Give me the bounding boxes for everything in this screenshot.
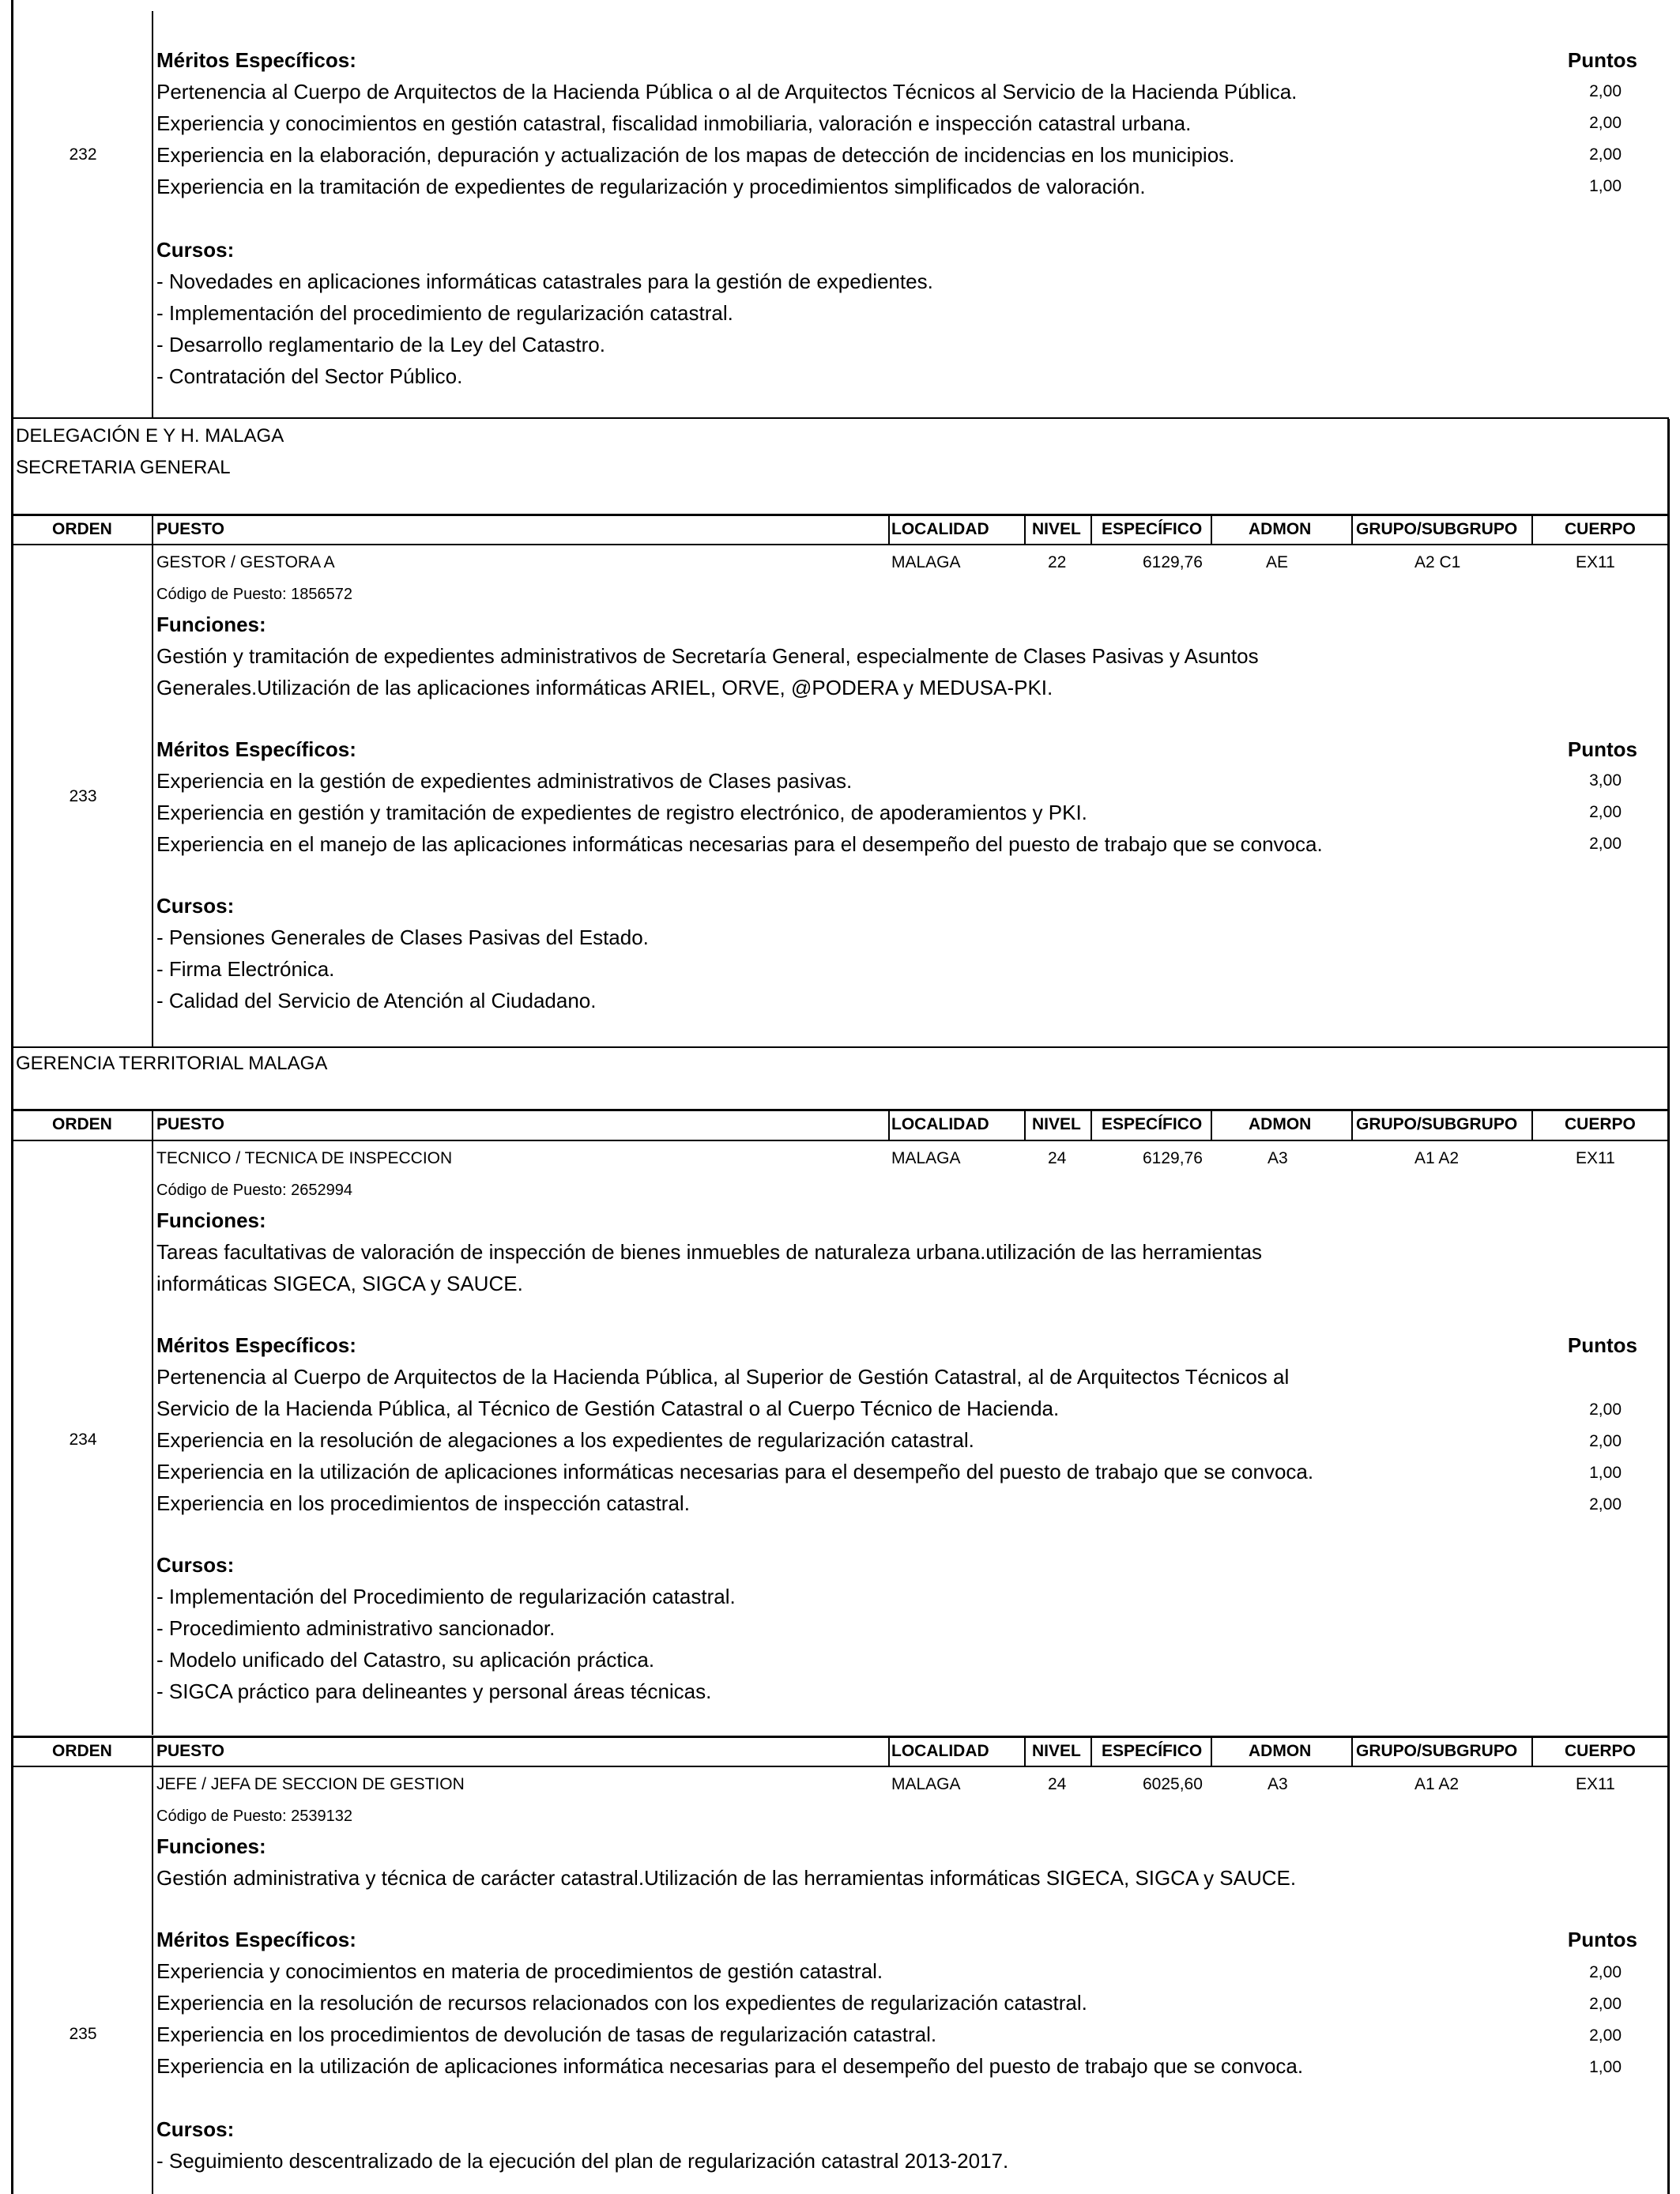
funcion-233-1: Gestión y tramitación de expedientes administrativos de Secretaría General, especialmente de Clases Pasivas y Asuntos — [156, 644, 1259, 668]
hdr3-div-2 — [888, 1736, 890, 1767]
col-nivel: NIVEL — [1032, 1115, 1081, 1133]
col-orden: ORDEN — [52, 1742, 112, 1760]
hdr1-div-1 — [152, 514, 153, 1048]
puntos-label-232: Puntos — [1567, 48, 1637, 72]
codigo-233: Código de Puesto: 1856572 — [156, 586, 352, 603]
merito-233-3: Experiencia en el manejo de las aplicaciones informáticas necesarias para el desempeño del puesto de trabajo que se convoca. — [156, 832, 1323, 856]
cursos-label-233: Cursos: — [156, 894, 235, 918]
puntos-label-235: Puntos — [1567, 1928, 1637, 1951]
orden-232: 232 — [69, 145, 97, 164]
pts-233-3: 2,00 — [1589, 835, 1622, 853]
col-grupo: GRUPO/SUBGRUPO — [1356, 1742, 1518, 1760]
col-nivel: NIVEL — [1032, 1742, 1081, 1760]
cuerpo-235: EX11 — [1576, 1775, 1615, 1793]
hdr2-div-7 — [1531, 1109, 1533, 1140]
right-border-2 — [1667, 1051, 1670, 2194]
col-grupo: GRUPO/SUBGRUPO — [1356, 1115, 1518, 1133]
puntos-label-234: Puntos — [1567, 1333, 1637, 1357]
cuerpo-234: EX11 — [1576, 1149, 1615, 1167]
especifico-234: 6129,76 — [1143, 1149, 1203, 1167]
curso-234-1: - Implementación del Procedimiento de regularización catastral. — [156, 1585, 736, 1608]
curso-233-2: - Firma Electrónica. — [156, 957, 335, 981]
cuerpo-233: EX11 — [1576, 553, 1615, 571]
col-cuerpo: CUERPO — [1565, 1115, 1636, 1133]
merito-235-1: Experiencia y conocimientos en materia de procedimientos de gestión catastral. — [156, 1959, 883, 1983]
merito-234-2: Experiencia en la resolución de alegaciones a los expedientes de regularización catastral. — [156, 1428, 974, 1452]
pts-234-2: 2,00 — [1589, 1432, 1622, 1450]
puesto-233: GESTOR / GESTORA A — [156, 553, 335, 571]
hdr3-div-1 — [152, 1736, 153, 2194]
meritos-label-232: Méritos Específicos: — [156, 48, 356, 72]
pts-235-3: 2,00 — [1589, 2026, 1622, 2045]
cursos-label-232: Cursos: — [156, 238, 235, 262]
col-admon: ADMON — [1249, 1742, 1312, 1760]
pts-235-1: 2,00 — [1589, 1963, 1622, 1981]
curso-233-3: - Calidad del Servicio de Atención al Ciudadano. — [156, 989, 597, 1012]
col-especifico: ESPECÍFICO — [1102, 1115, 1203, 1133]
section-secretaria: SECRETARIA GENERAL — [16, 457, 231, 478]
hdr2-div-1 — [152, 1109, 153, 1735]
merito-235-3: Experiencia en los procedimientos de devolución de tasas de regularización catastral. — [156, 2022, 937, 2046]
col-puesto: PUESTO — [156, 520, 224, 538]
curso-235-1: - Seguimiento descentralizado de la ejecución del plan de regularización catastral 2013-2017. — [156, 2149, 1009, 2173]
puntos-label-233: Puntos — [1567, 737, 1637, 761]
divider-232-bottom — [11, 417, 1669, 419]
hdr2-div-2 — [888, 1109, 890, 1140]
hdr1-div-3 — [1024, 514, 1026, 545]
nivel-233: 22 — [1048, 553, 1067, 571]
pts-234-4: 2,00 — [1589, 1495, 1622, 1514]
merito-234-1: Servicio de la Hacienda Pública, al Técnico de Gestión Catastral o al Cuerpo Técnico de Hacienda. — [156, 1397, 1060, 1420]
merito-232-1: Pertenencia al Cuerpo de Arquitectos de la Hacienda Pública o al de Arquitectos Técnicos al Servicio de la Hacienda Pública. — [156, 80, 1298, 104]
pts-232-4: 1,00 — [1589, 177, 1622, 195]
localidad-233: MALAGA — [891, 553, 961, 571]
cursos-label-234: Cursos: — [156, 1553, 235, 1577]
pts-232-2: 2,00 — [1589, 114, 1622, 132]
meritos-label-233: Méritos Específicos: — [156, 737, 356, 761]
funciones-label-234: Funciones: — [156, 1208, 266, 1232]
col-orden: ORDEN — [52, 1115, 112, 1133]
puesto-234: TECNICO / TECNICA DE INSPECCION — [156, 1149, 453, 1167]
col-cuerpo: CUERPO — [1565, 1742, 1636, 1760]
hdr3-div-4 — [1090, 1736, 1092, 1767]
hdr1-div-6 — [1351, 514, 1353, 545]
col-especifico: ESPECÍFICO — [1102, 1742, 1203, 1760]
hdr3-div-6 — [1351, 1736, 1353, 1767]
section-delegacion: DELEGACIÓN E Y H. MALAGA — [16, 425, 284, 447]
col-admon: ADMON — [1249, 520, 1312, 538]
funcion-234-1: Tareas facultativas de valoración de inspección de bienes inmuebles de naturaleza urbana.utilización de las herramientas — [156, 1240, 1263, 1264]
hdr1-div-5 — [1211, 514, 1212, 545]
funcion-235-1: Gestión administrativa y técnica de carácter catastral.Utilización de las herramientas informáticas SIGECA, SIGCA y SAUCE. — [156, 1866, 1297, 1890]
merito-232-4: Experiencia en la tramitación de expedientes de regularización y procedimientos simplificados de valoración. — [156, 175, 1146, 198]
col-puesto: PUESTO — [156, 1742, 224, 1760]
curso-232-2: - Implementación del procedimiento de regularización catastral. — [156, 301, 733, 325]
col-especifico: ESPECÍFICO — [1102, 520, 1203, 538]
nivel-234: 24 — [1048, 1149, 1067, 1167]
pts-233-2: 2,00 — [1589, 803, 1622, 821]
hdr2-div-6 — [1351, 1109, 1353, 1140]
localidad-234: MALAGA — [891, 1149, 961, 1167]
codigo-235: Código de Puesto: 2539132 — [156, 1808, 352, 1825]
col-localidad: LOCALIDAD — [891, 1742, 989, 1760]
pts-233-1: 3,00 — [1589, 771, 1622, 790]
localidad-235: MALAGA — [891, 1775, 961, 1793]
pts-234-3: 1,00 — [1589, 1464, 1622, 1482]
curso-234-4: - SIGCA práctico para delineantes y personal áreas técnicas. — [156, 1679, 712, 1703]
curso-232-4: - Contratación del Sector Público. — [156, 364, 463, 388]
merito-234-0: Pertenencia al Cuerpo de Arquitectos de la Hacienda Pública, al Superior de Gestión Catastral, al de Arquitectos Técnicos al — [156, 1365, 1290, 1389]
merito-232-2: Experiencia y conocimientos en gestión catastral, fiscalidad inmobiliaria, valoración e inspección catastral urbana. — [156, 111, 1192, 135]
nivel-235: 24 — [1048, 1775, 1067, 1793]
meritos-label-234: Méritos Específicos: — [156, 1333, 356, 1357]
orden-divider-232 — [152, 11, 153, 419]
hdr3-div-5 — [1211, 1736, 1212, 1767]
col-grupo: GRUPO/SUBGRUPO — [1356, 520, 1518, 538]
col-orden: ORDEN — [52, 520, 112, 538]
especifico-233: 6129,76 — [1143, 553, 1203, 571]
col-admon: ADMON — [1249, 1115, 1312, 1133]
pts-235-2: 2,00 — [1589, 1995, 1622, 2013]
cursos-label-235: Cursos: — [156, 2117, 235, 2141]
curso-233-1: - Pensiones Generales de Clases Pasivas del Estado. — [156, 925, 649, 949]
merito-235-4: Experiencia en la utilización de aplicaciones informática necesarias para el desempeño del puesto de trabajo que se convoca. — [156, 2054, 1304, 2078]
curso-234-2: - Procedimiento administrativo sancionador. — [156, 1616, 556, 1640]
merito-233-2: Experiencia en gestión y tramitación de expedientes de registro electrónico, de apoderamientos y PKI. — [156, 801, 1087, 824]
pts-235-4: 1,00 — [1589, 2058, 1622, 2076]
col-localidad: LOCALIDAD — [891, 1115, 989, 1133]
puesto-235: JEFE / JEFA DE SECCION DE GESTION — [156, 1775, 465, 1793]
hdr1-div-2 — [888, 514, 890, 545]
pts-234-1: 2,00 — [1589, 1400, 1622, 1419]
col-localidad: LOCALIDAD — [891, 520, 989, 538]
pts-232-1: 2,00 — [1589, 82, 1622, 100]
col-nivel: NIVEL — [1032, 520, 1081, 538]
funciones-label-235: Funciones: — [156, 1834, 266, 1858]
pts-232-3: 2,00 — [1589, 145, 1622, 164]
hdr2-div-4 — [1090, 1109, 1092, 1140]
orden-233: 233 — [69, 787, 97, 805]
left-border-bottom — [11, 419, 13, 2194]
hdr3-div-7 — [1531, 1736, 1533, 1767]
codigo-234: Código de Puesto: 2652994 — [156, 1182, 352, 1199]
curso-232-3: - Desarrollo reglamentario de la Ley del Catastro. — [156, 333, 605, 356]
meritos-label-235: Méritos Específicos: — [156, 1928, 356, 1951]
orden-235: 235 — [69, 2025, 97, 2043]
funcion-233-2: Generales.Utilización de las aplicaciones informáticas ARIEL, ORVE, @PODERA y MEDUSA-PKI. — [156, 676, 1053, 699]
merito-234-3: Experiencia en la utilización de aplicaciones informáticas necesarias para el desempeño del puesto de trabajo que se convoca. — [156, 1460, 1314, 1483]
section-gerencia: GERENCIA TERRITORIAL MALAGA — [16, 1053, 328, 1074]
grupo-234: A1 A2 — [1414, 1149, 1460, 1167]
grupo-235: A1 A2 — [1414, 1775, 1460, 1793]
grupo-233: A2 C1 — [1414, 553, 1461, 571]
merito-235-2: Experiencia en la resolución de recursos relacionados con los expedientes de regularización catastral. — [156, 1991, 1087, 2015]
orden-234: 234 — [69, 1431, 97, 1449]
merito-232-3: Experiencia en la elaboración, depuración y actualización de los mapas de detección de incidencias en los municipios. — [156, 143, 1235, 167]
hdr1-div-7 — [1531, 514, 1533, 545]
hdr1-div-4 — [1090, 514, 1092, 545]
admon-234: A3 — [1268, 1149, 1288, 1167]
col-cuerpo: CUERPO — [1565, 520, 1636, 538]
hdr2-div-5 — [1211, 1109, 1212, 1140]
curso-234-3: - Modelo unificado del Catastro, su aplicación práctica. — [156, 1648, 655, 1672]
left-border-top — [11, 0, 13, 419]
merito-234-4: Experiencia en los procedimientos de inspección catastral. — [156, 1491, 690, 1515]
funciones-label-233: Funciones: — [156, 613, 266, 636]
admon-233: AE — [1266, 553, 1289, 571]
hdr3-div-3 — [1024, 1736, 1026, 1767]
curso-232-1: - Novedades en aplicaciones informáticas catastrales para la gestión de expedientes. — [156, 270, 933, 293]
col-puesto: PUESTO — [156, 1115, 224, 1133]
funcion-234-2: informáticas SIGECA, SIGCA y SAUCE. — [156, 1272, 523, 1295]
hdr2-div-3 — [1024, 1109, 1026, 1140]
especifico-235: 6025,60 — [1143, 1775, 1203, 1793]
merito-233-1: Experiencia en la gestión de expedientes administrativos de Clases pasivas. — [156, 769, 853, 793]
admon-235: A3 — [1268, 1775, 1288, 1793]
